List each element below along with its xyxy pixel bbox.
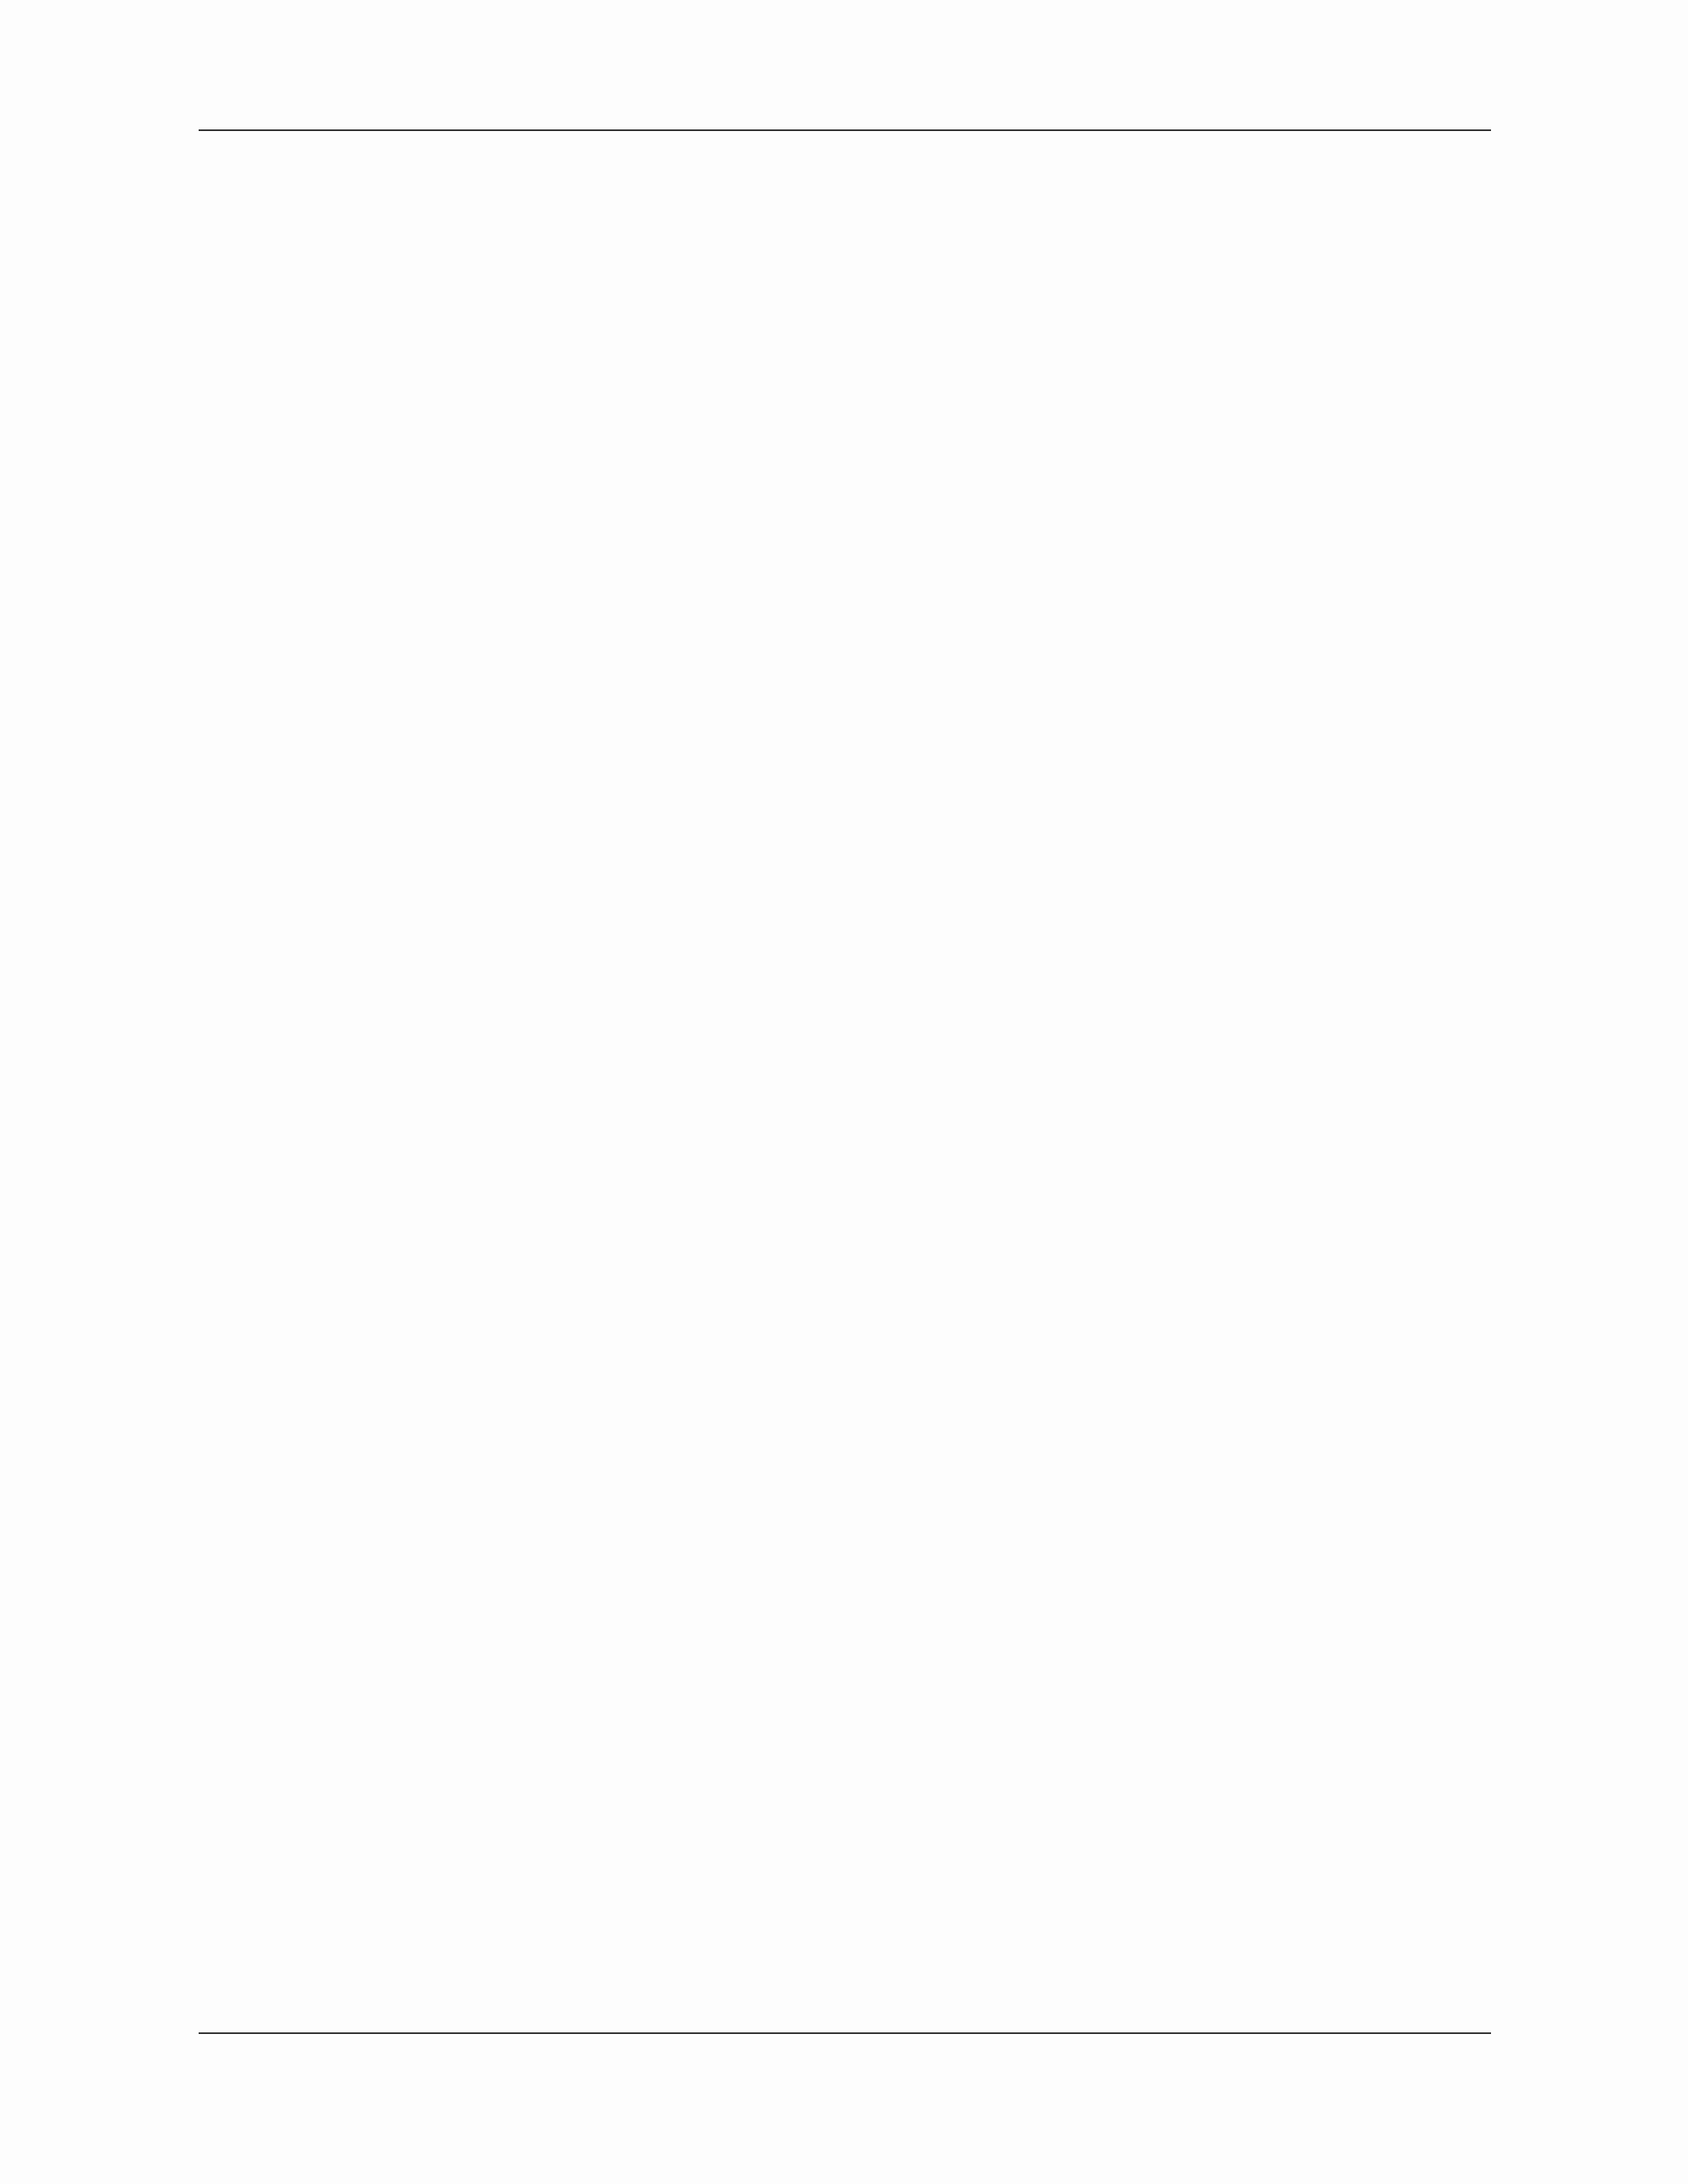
running-header xyxy=(199,92,1491,131)
section-title xyxy=(199,1232,218,1285)
running-footer xyxy=(199,2032,1491,2041)
